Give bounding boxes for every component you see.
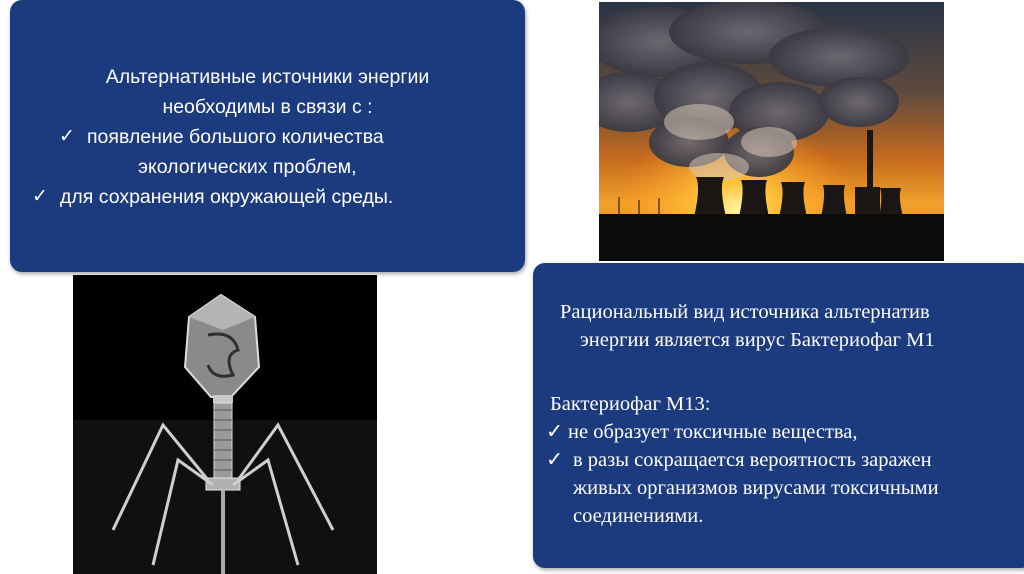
box2-item2-line1: в разы сокращается вероятность заражен bbox=[573, 449, 932, 471]
bacteriophage-image bbox=[73, 275, 377, 574]
check-icon: ✓ bbox=[546, 449, 564, 471]
box2-item1-line1: не образует токсичные вещества, bbox=[568, 421, 858, 443]
box1-item1-line1: появление большого количества bbox=[87, 126, 384, 148]
box2-item2-line3: соединениями. bbox=[573, 505, 704, 527]
box2-para-line2: энергии является вирус Бактериофаг М1 bbox=[580, 329, 935, 351]
box2-item2-line2: живых организмов вирусами токсичными bbox=[573, 477, 939, 499]
check-icon: ✓ bbox=[59, 126, 75, 147]
box1-heading-line1: Альтернативные источники энергии bbox=[105, 66, 430, 88]
bacteriophage-photo bbox=[73, 275, 377, 574]
box2-subheading: Бактериофаг М13: bbox=[550, 393, 711, 415]
box1-item1-line2: экологических проблем, bbox=[138, 156, 357, 178]
check-icon: ✓ bbox=[546, 421, 564, 443]
info-box-bacteriophage bbox=[533, 263, 1024, 568]
check-icon: ✓ bbox=[32, 186, 48, 207]
box1-item2-line1: для сохранения окружающей среды. bbox=[60, 186, 394, 208]
box2-para-line1: Рациональный вид источника альтернатив bbox=[560, 301, 930, 323]
power-plant-image bbox=[599, 2, 944, 261]
box1-heading-line2: необходимы в связи с : bbox=[162, 96, 373, 118]
power-plant-photo bbox=[599, 2, 944, 261]
info-box-alternative-energy bbox=[10, 0, 525, 272]
